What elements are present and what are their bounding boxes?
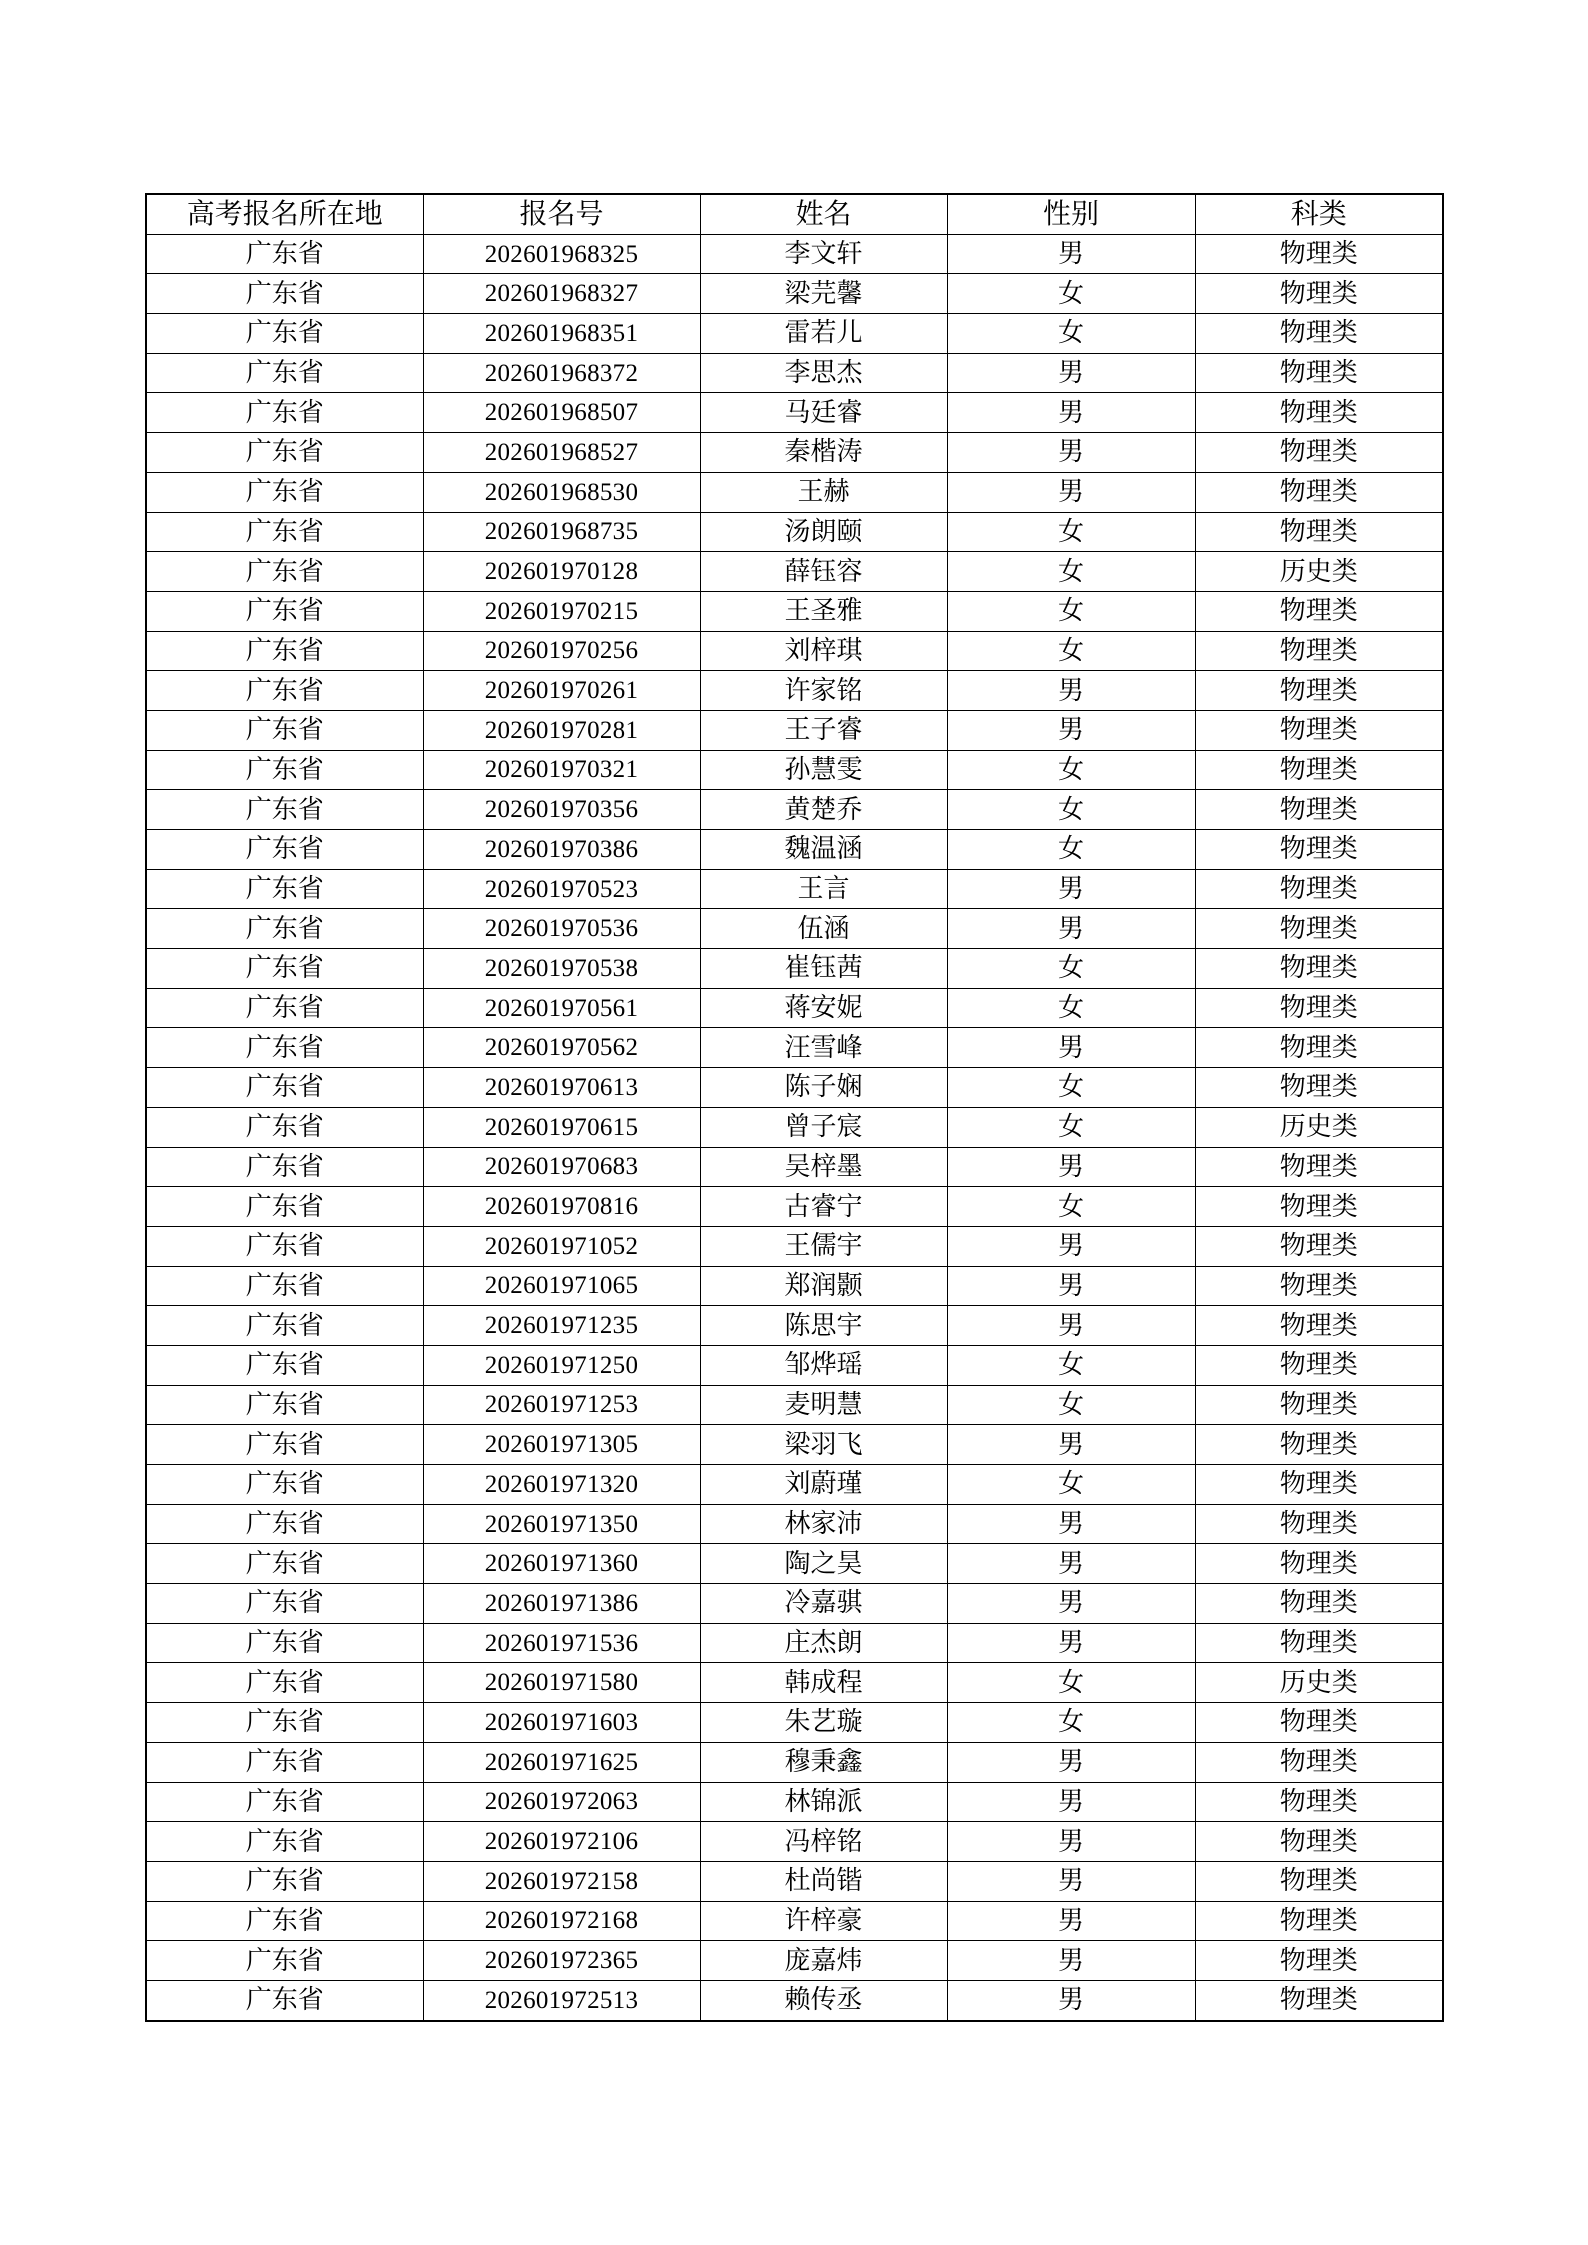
cell-subject-category: 物理类 — [1195, 314, 1443, 354]
cell-registration-number: 202601968530 — [423, 472, 700, 512]
cell-gender: 男 — [947, 234, 1195, 274]
cell-registration-number: 202601968372 — [423, 353, 700, 393]
cell-subject-category: 物理类 — [1195, 1425, 1443, 1465]
cell-name: 马廷睿 — [700, 393, 947, 433]
cell-name: 雷若儿 — [700, 314, 947, 354]
cell-registration-number: 202601971320 — [423, 1465, 700, 1505]
cell-location: 广东省 — [146, 949, 423, 989]
cell-subject-category: 物理类 — [1195, 671, 1443, 711]
cell-location: 广东省 — [146, 988, 423, 1028]
cell-name: 吴梓墨 — [700, 1147, 947, 1187]
cell-gender: 男 — [947, 1028, 1195, 1068]
cell-name: 曾子宸 — [700, 1107, 947, 1147]
table-row — [146, 1861, 1443, 1901]
table-row — [146, 1822, 1443, 1862]
table-row — [146, 1782, 1443, 1822]
table-row — [146, 1345, 1443, 1385]
cell-gender: 男 — [947, 1584, 1195, 1624]
cell-gender: 女 — [947, 314, 1195, 354]
cell-name: 冷嘉骐 — [700, 1584, 947, 1624]
cell-name: 魏温涵 — [700, 830, 947, 870]
cell-location: 广东省 — [146, 1068, 423, 1108]
cell-name: 穆秉鑫 — [700, 1742, 947, 1782]
table-row — [146, 1465, 1443, 1505]
cell-location: 广东省 — [146, 869, 423, 909]
cell-location: 广东省 — [146, 1782, 423, 1822]
cell-name: 梁芫馨 — [700, 274, 947, 314]
cell-registration-number: 202601968325 — [423, 234, 700, 274]
cell-gender: 男 — [947, 1147, 1195, 1187]
table-row — [146, 988, 1443, 1028]
cell-location: 广东省 — [146, 1187, 423, 1227]
cell-registration-number: 202601971250 — [423, 1345, 700, 1385]
cell-subject-category: 物理类 — [1195, 1584, 1443, 1624]
cell-name: 杜尚锴 — [700, 1861, 947, 1901]
cell-name: 邹烨瑶 — [700, 1345, 947, 1385]
admission-roster-table — [145, 193, 1444, 2022]
cell-gender: 男 — [947, 1623, 1195, 1663]
cell-subject-category: 物理类 — [1195, 274, 1443, 314]
cell-name: 王儒宇 — [700, 1226, 947, 1266]
cell-gender: 女 — [947, 1465, 1195, 1505]
cell-gender: 男 — [947, 1425, 1195, 1465]
cell-registration-number: 202601970816 — [423, 1187, 700, 1227]
cell-registration-number: 202601970215 — [423, 591, 700, 631]
cell-subject-category: 物理类 — [1195, 1941, 1443, 1981]
cell-gender: 男 — [947, 1226, 1195, 1266]
cell-gender: 女 — [947, 790, 1195, 830]
cell-gender: 女 — [947, 274, 1195, 314]
cell-name: 孙慧雯 — [700, 750, 947, 790]
cell-name: 梁羽飞 — [700, 1425, 947, 1465]
table-row — [146, 1068, 1443, 1108]
cell-name: 蒋安妮 — [700, 988, 947, 1028]
cell-name: 李文轩 — [700, 234, 947, 274]
cell-location: 广东省 — [146, 353, 423, 393]
table-row — [146, 1901, 1443, 1941]
cell-location: 广东省 — [146, 552, 423, 592]
cell-registration-number: 202601968327 — [423, 274, 700, 314]
cell-subject-category: 物理类 — [1195, 1028, 1443, 1068]
table-row — [146, 314, 1443, 354]
cell-location: 广东省 — [146, 591, 423, 631]
cell-gender: 男 — [947, 1504, 1195, 1544]
cell-subject-category: 物理类 — [1195, 1504, 1443, 1544]
header-location: 高考报名所在地 — [146, 194, 423, 234]
cell-location: 广东省 — [146, 750, 423, 790]
table-row — [146, 552, 1443, 592]
cell-subject-category: 物理类 — [1195, 1861, 1443, 1901]
cell-gender: 女 — [947, 631, 1195, 671]
cell-subject-category: 物理类 — [1195, 1980, 1443, 2020]
cell-registration-number: 202601970523 — [423, 869, 700, 909]
cell-subject-category: 物理类 — [1195, 591, 1443, 631]
cell-registration-number: 202601970615 — [423, 1107, 700, 1147]
cell-name: 赖传丞 — [700, 1980, 947, 2020]
table-row — [146, 631, 1443, 671]
cell-subject-category: 物理类 — [1195, 1901, 1443, 1941]
cell-subject-category: 物理类 — [1195, 869, 1443, 909]
cell-subject-category: 物理类 — [1195, 1306, 1443, 1346]
cell-subject-category: 物理类 — [1195, 512, 1443, 552]
cell-location: 广东省 — [146, 1504, 423, 1544]
header-row — [146, 194, 1443, 234]
cell-name: 韩成程 — [700, 1663, 947, 1703]
cell-subject-category: 物理类 — [1195, 988, 1443, 1028]
cell-registration-number: 202601971253 — [423, 1385, 700, 1425]
cell-name: 王赫 — [700, 472, 947, 512]
cell-gender: 男 — [947, 1266, 1195, 1306]
cell-name: 刘梓琪 — [700, 631, 947, 671]
cell-registration-number: 202601970683 — [423, 1147, 700, 1187]
cell-name: 薛钰容 — [700, 552, 947, 592]
cell-registration-number: 202601968527 — [423, 433, 700, 473]
cell-location: 广东省 — [146, 710, 423, 750]
cell-name: 冯梓铭 — [700, 1822, 947, 1862]
cell-name: 刘蔚瑾 — [700, 1465, 947, 1505]
table-row — [146, 1306, 1443, 1346]
table-row — [146, 1544, 1443, 1584]
cell-location: 广东省 — [146, 433, 423, 473]
table-row — [146, 671, 1443, 711]
cell-registration-number: 202601970562 — [423, 1028, 700, 1068]
table-row — [146, 909, 1443, 949]
cell-registration-number: 202601971625 — [423, 1742, 700, 1782]
cell-location: 广东省 — [146, 393, 423, 433]
cell-location: 广东省 — [146, 1147, 423, 1187]
cell-name: 庞嘉炜 — [700, 1941, 947, 1981]
table-row — [146, 1385, 1443, 1425]
table-row — [146, 1028, 1443, 1068]
cell-gender: 男 — [947, 869, 1195, 909]
cell-location: 广东省 — [146, 512, 423, 552]
header-subject-category: 科类 — [1195, 194, 1443, 234]
cell-subject-category: 物理类 — [1195, 1623, 1443, 1663]
cell-subject-category: 物理类 — [1195, 393, 1443, 433]
cell-location: 广东省 — [146, 314, 423, 354]
cell-subject-category: 物理类 — [1195, 1822, 1443, 1862]
cell-name: 林锦派 — [700, 1782, 947, 1822]
cell-subject-category: 物理类 — [1195, 1068, 1443, 1108]
cell-name: 许梓豪 — [700, 1901, 947, 1941]
table-row — [146, 1147, 1443, 1187]
cell-registration-number: 202601971052 — [423, 1226, 700, 1266]
cell-registration-number: 202601970256 — [423, 631, 700, 671]
cell-gender: 女 — [947, 949, 1195, 989]
cell-subject-category: 物理类 — [1195, 1544, 1443, 1584]
table-row — [146, 1742, 1443, 1782]
cell-name: 朱艺璇 — [700, 1703, 947, 1743]
table-row — [146, 1425, 1443, 1465]
cell-registration-number: 202601968507 — [423, 393, 700, 433]
table-row — [146, 274, 1443, 314]
cell-name: 汤朗颐 — [700, 512, 947, 552]
header-registration-number: 报名号 — [423, 194, 700, 234]
cell-gender: 男 — [947, 1742, 1195, 1782]
cell-registration-number: 202601971536 — [423, 1623, 700, 1663]
cell-subject-category: 物理类 — [1195, 1266, 1443, 1306]
cell-subject-category: 物理类 — [1195, 1782, 1443, 1822]
cell-name: 王子睿 — [700, 710, 947, 750]
cell-location: 广东省 — [146, 274, 423, 314]
cell-name: 陶之昊 — [700, 1544, 947, 1584]
cell-subject-category: 物理类 — [1195, 1465, 1443, 1505]
cell-registration-number: 202601972063 — [423, 1782, 700, 1822]
cell-gender: 男 — [947, 1861, 1195, 1901]
cell-location: 广东省 — [146, 1742, 423, 1782]
cell-subject-category: 物理类 — [1195, 1187, 1443, 1227]
cell-registration-number: 202601972168 — [423, 1901, 700, 1941]
cell-location: 广东省 — [146, 1306, 423, 1346]
cell-location: 广东省 — [146, 1345, 423, 1385]
cell-gender: 男 — [947, 1544, 1195, 1584]
cell-location: 广东省 — [146, 1107, 423, 1147]
cell-registration-number: 202601970536 — [423, 909, 700, 949]
table-row — [146, 1107, 1443, 1147]
cell-registration-number: 202601970613 — [423, 1068, 700, 1108]
cell-gender: 女 — [947, 988, 1195, 1028]
cell-subject-category: 物理类 — [1195, 1703, 1443, 1743]
cell-registration-number: 202601970538 — [423, 949, 700, 989]
cell-location: 广东省 — [146, 671, 423, 711]
table-row — [146, 353, 1443, 393]
table-row — [146, 1703, 1443, 1743]
table-row — [146, 750, 1443, 790]
table-row — [146, 472, 1443, 512]
cell-registration-number: 202601971360 — [423, 1544, 700, 1584]
cell-subject-category: 物理类 — [1195, 472, 1443, 512]
cell-registration-number: 202601968351 — [423, 314, 700, 354]
cell-registration-number: 202601968735 — [423, 512, 700, 552]
cell-location: 广东省 — [146, 1028, 423, 1068]
cell-registration-number: 202601971065 — [423, 1266, 700, 1306]
cell-name: 王圣雅 — [700, 591, 947, 631]
cell-location: 广东省 — [146, 1941, 423, 1981]
cell-registration-number: 202601970128 — [423, 552, 700, 592]
table-row — [146, 710, 1443, 750]
cell-location: 广东省 — [146, 234, 423, 274]
cell-subject-category: 历史类 — [1195, 552, 1443, 592]
cell-name: 秦楷涛 — [700, 433, 947, 473]
table-row — [146, 591, 1443, 631]
cell-location: 广东省 — [146, 1861, 423, 1901]
cell-location: 广东省 — [146, 1385, 423, 1425]
cell-registration-number: 202601971235 — [423, 1306, 700, 1346]
cell-registration-number: 202601970561 — [423, 988, 700, 1028]
cell-name: 陈子娴 — [700, 1068, 947, 1108]
cell-registration-number: 202601971386 — [423, 1584, 700, 1624]
cell-location: 广东省 — [146, 1822, 423, 1862]
table-row — [146, 1584, 1443, 1624]
cell-gender: 女 — [947, 1345, 1195, 1385]
cell-registration-number: 202601970386 — [423, 830, 700, 870]
cell-registration-number: 202601971603 — [423, 1703, 700, 1743]
cell-name: 林家沛 — [700, 1504, 947, 1544]
cell-name: 许家铭 — [700, 671, 947, 711]
table-row — [146, 1187, 1443, 1227]
cell-name: 黄楚乔 — [700, 790, 947, 830]
table-row — [146, 790, 1443, 830]
cell-registration-number: 202601971305 — [423, 1425, 700, 1465]
cell-gender: 男 — [947, 1306, 1195, 1346]
cell-gender: 女 — [947, 591, 1195, 631]
cell-registration-number: 202601971580 — [423, 1663, 700, 1703]
table-row — [146, 1226, 1443, 1266]
table-row — [146, 1266, 1443, 1306]
table-row — [146, 869, 1443, 909]
cell-name: 庄杰朗 — [700, 1623, 947, 1663]
cell-location: 广东省 — [146, 1226, 423, 1266]
cell-gender: 男 — [947, 1782, 1195, 1822]
cell-name: 麦明慧 — [700, 1385, 947, 1425]
cell-registration-number: 202601972158 — [423, 1861, 700, 1901]
cell-gender: 女 — [947, 1385, 1195, 1425]
cell-gender: 男 — [947, 1980, 1195, 2020]
cell-location: 广东省 — [146, 790, 423, 830]
cell-registration-number: 202601972513 — [423, 1980, 700, 2020]
cell-name: 李思杰 — [700, 353, 947, 393]
cell-location: 广东省 — [146, 1544, 423, 1584]
cell-subject-category: 历史类 — [1195, 1107, 1443, 1147]
cell-subject-category: 物理类 — [1195, 433, 1443, 473]
cell-location: 广东省 — [146, 1584, 423, 1624]
cell-gender: 男 — [947, 353, 1195, 393]
cell-location: 广东省 — [146, 1901, 423, 1941]
cell-gender: 女 — [947, 830, 1195, 870]
table-row — [146, 234, 1443, 274]
cell-name: 汪雪峰 — [700, 1028, 947, 1068]
cell-subject-category: 物理类 — [1195, 949, 1443, 989]
cell-location: 广东省 — [146, 1980, 423, 2020]
cell-subject-category: 物理类 — [1195, 710, 1443, 750]
cell-registration-number: 202601970321 — [423, 750, 700, 790]
table-row — [146, 1623, 1443, 1663]
cell-gender: 女 — [947, 1187, 1195, 1227]
cell-gender: 男 — [947, 393, 1195, 433]
cell-gender: 男 — [947, 671, 1195, 711]
table-row — [146, 393, 1443, 433]
cell-name: 伍涵 — [700, 909, 947, 949]
cell-subject-category: 物理类 — [1195, 1742, 1443, 1782]
cell-gender: 男 — [947, 710, 1195, 750]
header-gender: 性别 — [947, 194, 1195, 234]
cell-gender: 女 — [947, 1663, 1195, 1703]
table-row — [146, 1980, 1443, 2020]
table-row — [146, 830, 1443, 870]
cell-gender: 男 — [947, 472, 1195, 512]
cell-name: 王言 — [700, 869, 947, 909]
cell-gender: 女 — [947, 750, 1195, 790]
cell-gender: 女 — [947, 512, 1195, 552]
cell-name: 陈思宇 — [700, 1306, 947, 1346]
cell-name: 郑润颢 — [700, 1266, 947, 1306]
cell-location: 广东省 — [146, 1623, 423, 1663]
cell-location: 广东省 — [146, 472, 423, 512]
cell-subject-category: 物理类 — [1195, 1385, 1443, 1425]
cell-gender: 男 — [947, 433, 1195, 473]
cell-subject-category: 物理类 — [1195, 790, 1443, 830]
cell-registration-number: 202601970356 — [423, 790, 700, 830]
cell-subject-category: 物理类 — [1195, 1345, 1443, 1385]
cell-gender: 男 — [947, 1941, 1195, 1981]
cell-gender: 女 — [947, 1107, 1195, 1147]
cell-gender: 女 — [947, 552, 1195, 592]
cell-location: 广东省 — [146, 1465, 423, 1505]
cell-subject-category: 历史类 — [1195, 1663, 1443, 1703]
cell-subject-category: 物理类 — [1195, 750, 1443, 790]
cell-location: 广东省 — [146, 830, 423, 870]
table-row — [146, 1504, 1443, 1544]
table-body — [146, 234, 1443, 2020]
cell-subject-category: 物理类 — [1195, 830, 1443, 870]
cell-gender: 男 — [947, 909, 1195, 949]
cell-subject-category: 物理类 — [1195, 353, 1443, 393]
cell-location: 广东省 — [146, 1663, 423, 1703]
table-row — [146, 1941, 1443, 1981]
cell-subject-category: 物理类 — [1195, 1147, 1443, 1187]
cell-gender: 女 — [947, 1068, 1195, 1108]
header-name: 姓名 — [700, 194, 947, 234]
cell-subject-category: 物理类 — [1195, 234, 1443, 274]
cell-name: 崔钰茜 — [700, 949, 947, 989]
cell-name: 古睿宁 — [700, 1187, 947, 1227]
cell-registration-number: 202601972365 — [423, 1941, 700, 1981]
cell-registration-number: 202601972106 — [423, 1822, 700, 1862]
cell-registration-number: 202601970281 — [423, 710, 700, 750]
cell-location: 广东省 — [146, 909, 423, 949]
cell-registration-number: 202601971350 — [423, 1504, 700, 1544]
table-header — [146, 194, 1443, 234]
table-row — [146, 949, 1443, 989]
cell-registration-number: 202601970261 — [423, 671, 700, 711]
cell-subject-category: 物理类 — [1195, 631, 1443, 671]
cell-gender: 男 — [947, 1901, 1195, 1941]
table-row — [146, 512, 1443, 552]
cell-gender: 男 — [947, 1822, 1195, 1862]
cell-location: 广东省 — [146, 631, 423, 671]
cell-subject-category: 物理类 — [1195, 909, 1443, 949]
cell-location: 广东省 — [146, 1425, 423, 1465]
cell-subject-category: 物理类 — [1195, 1226, 1443, 1266]
table-row — [146, 1663, 1443, 1703]
cell-location: 广东省 — [146, 1266, 423, 1306]
cell-gender: 女 — [947, 1703, 1195, 1743]
table-row — [146, 433, 1443, 473]
cell-location: 广东省 — [146, 1703, 423, 1743]
